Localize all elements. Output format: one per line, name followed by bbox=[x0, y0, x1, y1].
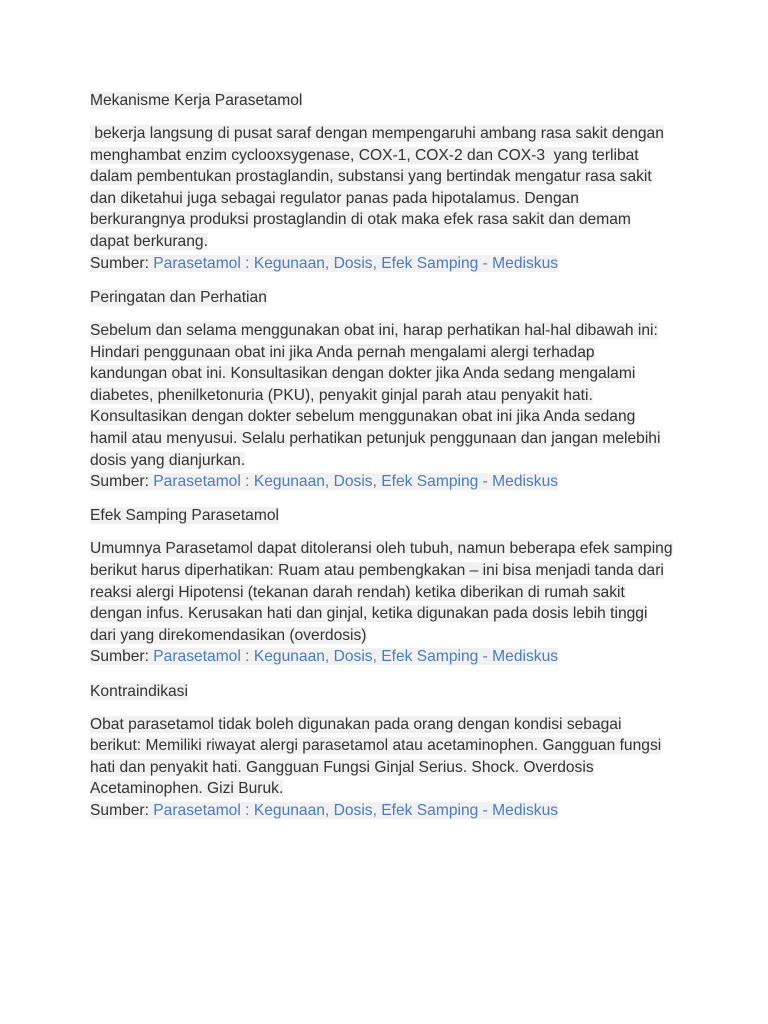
section-heading: Kontraindikasi bbox=[90, 682, 188, 700]
source-label: Sumber: bbox=[90, 254, 154, 272]
section-peringatan bbox=[90, 287, 690, 493]
source-label: Sumber: bbox=[90, 802, 154, 819]
body-line: Umumnya Parasetamol dapat ditoleransi oleh tubuh, namun beberapa efek samping bbox=[90, 540, 673, 558]
source-label: Sumber: bbox=[90, 648, 154, 666]
body-line: berikut harus diperhatikan: Ruam atau pembengkakan – ini bisa menjadi tanda dari bbox=[90, 561, 664, 579]
document-page bbox=[90, 90, 690, 834]
section-mekanisme-kerja bbox=[90, 90, 690, 274]
body-line: dan diketahui juga sebagai regulator panas pada hipotalamus. Dengan bbox=[90, 189, 579, 207]
body-line: dari yang direkomendasikan (overdosis) bbox=[90, 626, 367, 644]
body-line: dalam pembentukan prostaglandin, substansi yang bertindak mengatur rasa sakit bbox=[90, 168, 652, 186]
section-heading: Mekanisme Kerja Parasetamol bbox=[90, 92, 303, 109]
body-line: reaksi alergi Hipotensi (tekanan darah rendah) ketika diberikan di rumah sakit bbox=[90, 583, 625, 601]
body-line: Hindari penggunaan obat ini jika Anda pernah mengalami alergi terhadap bbox=[90, 343, 595, 361]
body-line: Acetaminophen. Gizi Buruk. bbox=[90, 780, 284, 798]
body-line: Obat parasetamol tidak boleh digunakan pada orang dengan kondisi sebagai bbox=[90, 715, 622, 733]
source-citation bbox=[90, 253, 690, 275]
source-link[interactable]: Parasetamol : Kegunaan, Dosis, Efek Samping - Mediskus bbox=[153, 473, 559, 491]
source-citation bbox=[90, 646, 690, 668]
body-line: menghambat enzim cyclooxsygenase, COX-1, COX-2 dan COX-3 yang terlibat bbox=[90, 146, 639, 164]
section-body bbox=[90, 714, 690, 800]
body-line: hati dan penyakit hati. Gangguan Fungsi Ginjal Serius. Shock. Overdosis bbox=[90, 758, 594, 776]
source-citation bbox=[90, 471, 690, 493]
section-heading: Peringatan dan Perhatian bbox=[90, 288, 267, 306]
body-line: dengan infus. Kerusakan hati dan ginjal, ketika digunakan pada dosis lebih tinggi bbox=[90, 605, 648, 623]
body-line: berikut: Memiliki riwayat alergi parasetamol atau acetaminophen. Gangguan fungsi bbox=[90, 737, 662, 755]
body-line: dosis yang dianjurkan. bbox=[90, 451, 246, 469]
section-body bbox=[90, 320, 690, 471]
body-line: bekerja langsung di pusat saraf dengan mempengaruhi ambang rasa sakit dengan bbox=[90, 125, 664, 143]
body-line: diabetes, phenilketonuria (PKU), penyakit ginjal parah atau penyakit hati. bbox=[90, 386, 593, 404]
body-line: dapat berkurang. bbox=[90, 233, 208, 251]
body-line: hamil atau menyusui. Selalu perhatikan petunjuk penggunaan dan jangan melebihi bbox=[90, 429, 661, 447]
source-link[interactable]: Parasetamol : Kegunaan, Dosis, Efek Samping - Mediskus bbox=[153, 254, 559, 272]
body-line: berkurangnya produksi prostaglandin di otak maka efek rasa sakit dan demam bbox=[90, 211, 631, 229]
source-link[interactable]: Parasetamol : Kegunaan, Dosis, Efek Samping - Mediskus bbox=[153, 802, 559, 819]
body-line: Sebelum dan selama menggunakan obat ini, harap perhatikan hal-hal dibawah ini: bbox=[90, 321, 658, 339]
source-citation bbox=[90, 800, 690, 822]
section-body bbox=[90, 538, 690, 646]
section-body bbox=[90, 123, 690, 253]
section-heading: Efek Samping Parasetamol bbox=[90, 507, 279, 525]
body-line: kandungan obat ini. Konsultasikan dengan dokter jika Anda sedang mengalami bbox=[90, 365, 636, 383]
source-label: Sumber: bbox=[90, 473, 154, 491]
body-line: Konsultasikan dengan dokter sebelum menggunakan obat ini jika Anda sedang bbox=[90, 408, 636, 426]
source-link[interactable]: Parasetamol : Kegunaan, Dosis, Efek Samping - Mediskus bbox=[153, 648, 559, 666]
section-efek-samping bbox=[90, 505, 690, 668]
section-kontraindikasi bbox=[90, 681, 690, 822]
